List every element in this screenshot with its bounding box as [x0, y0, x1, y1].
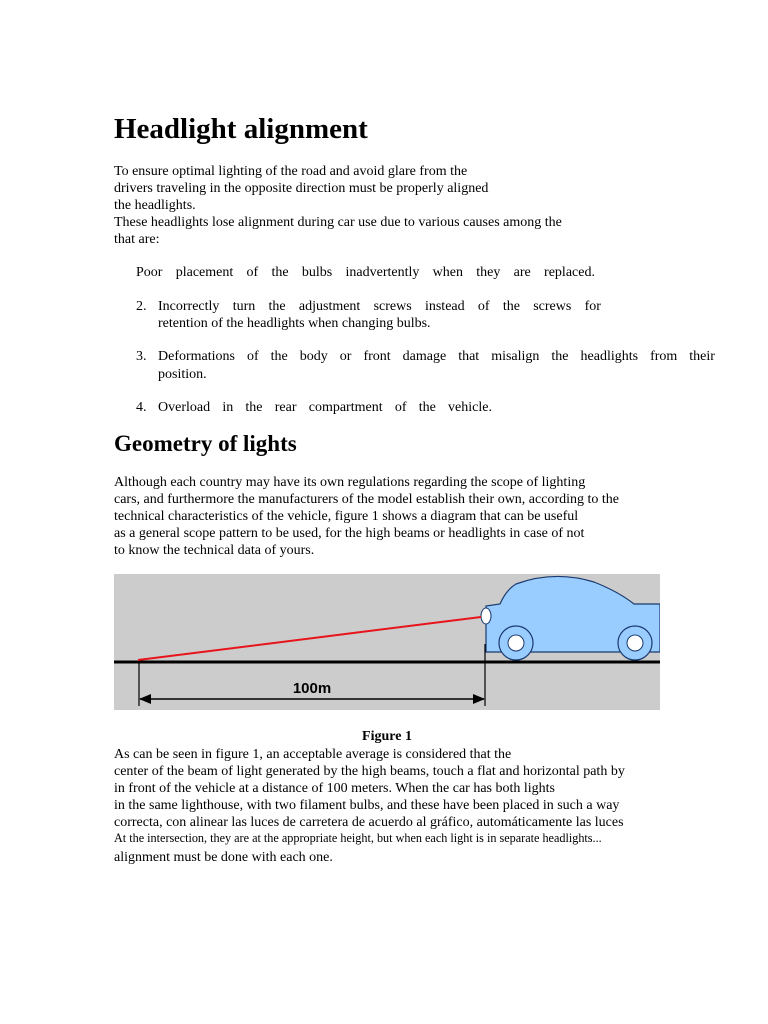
list-item-word: screws [373, 299, 412, 314]
list-item-word: inadvertently [345, 265, 420, 280]
list-item [158, 348, 715, 365]
list-item [136, 264, 595, 281]
list-item-word: Poor [136, 265, 163, 280]
list-item-word: their [689, 349, 715, 364]
list-item-word: adjustment [298, 299, 361, 314]
list-item [158, 298, 601, 315]
list-item-word: the [268, 299, 286, 314]
list-item-word: when [432, 265, 463, 280]
list-item-word: misalign [491, 349, 540, 364]
list-item-word: placement [175, 265, 234, 280]
list-item-number: 2. [136, 299, 147, 314]
paragraph-line: in front of the vehicle at a distance of 100 meters. When the car has both lights [114, 781, 555, 796]
distance-label: 100m [292, 680, 332, 697]
arrow-right-icon [473, 694, 485, 704]
paragraph-line: As can be seen in figure 1, an acceptable average is considered that the [114, 747, 512, 762]
list-item-word: of [246, 265, 259, 280]
intro-line: drivers traveling in the opposite direction must be properly aligned [114, 181, 489, 196]
list-item-word: vehicle. [448, 400, 492, 415]
paragraph-line: as a general scope pattern to be used, for the high beams or headlights in case of not [114, 526, 585, 541]
list-item-word: compartment [308, 400, 383, 415]
list-item-word: screws [533, 299, 572, 314]
list-item-word: they [476, 265, 501, 280]
list-item-word: headlights [580, 349, 639, 364]
list-item-continuation: retention of the headlights when changing bulbs. [158, 316, 431, 331]
paragraph-line: technical characteristics of the vehicle, figure 1 shows a diagram that can be useful [114, 509, 579, 524]
list-item-word: are [513, 265, 531, 280]
list-item-word: body [299, 349, 328, 364]
list-item-word: that [458, 349, 480, 364]
list-item-number: 4. [136, 400, 147, 415]
paragraph-line: correcta, con alinear las luces de carretera de acuerdo al gráfico, automáticamente las luces [114, 815, 624, 830]
list-item-word: in [222, 400, 234, 415]
list-item-word: turn [232, 299, 256, 314]
list-item-word: Deformations [158, 349, 235, 364]
list-item-number: 3. [136, 349, 147, 364]
paragraph-line: center of the beam of light generated by the high beams, touch a flat and horizontal path by [114, 764, 625, 779]
front-hubcap [508, 635, 524, 651]
list-item-word: bulbs [301, 265, 333, 280]
paragraph-line: alignment must be done with each one. [114, 850, 333, 865]
list-item-word: the [502, 299, 520, 314]
list-item-word: from [650, 349, 678, 364]
list-item-word: instead [424, 299, 465, 314]
list-item-word: the [271, 265, 289, 280]
list-item-continuation: position. [158, 367, 207, 382]
list-item-word: the [551, 349, 569, 364]
rear-hubcap [627, 635, 643, 651]
paragraph-line: in the same lighthouse, with two filament bulbs, and these have been placed in such a way [114, 798, 620, 813]
list-item-word: for [584, 299, 601, 314]
list-item-word: Overload [158, 400, 211, 415]
list-item-word: the [418, 400, 436, 415]
paragraph-line: Although each country may have its own regulations regarding the scope of lighting [114, 475, 586, 490]
list-item-word: the [270, 349, 288, 364]
light-beam [138, 617, 481, 660]
list-item-word: replaced. [544, 265, 595, 280]
paragraph-line: cars, and furthermore the manufacturers of the model establish their own, according to the [114, 492, 619, 507]
list-item-word: of [394, 400, 407, 415]
arrow-left-icon [139, 694, 151, 704]
list-item-word: damage [402, 349, 447, 364]
figure-caption: Figure 1 [362, 729, 412, 744]
intro-line: that are: [114, 232, 160, 247]
list-item-word: the [245, 400, 263, 415]
headlight-icon [481, 608, 491, 624]
list-item-word: front [363, 349, 391, 364]
paragraph-line: At the intersection, they are at the appropriate height, but when each light is in separate headlights... [114, 831, 602, 845]
page-title: Headlight alignment [114, 113, 368, 145]
paragraph-line: to know the technical data of yours. [114, 543, 315, 558]
list-item [158, 399, 492, 416]
intro-line: To ensure optimal lighting of the road and avoid glare from the [114, 164, 468, 179]
list-item-word: of [246, 349, 259, 364]
list-item-word: Incorrectly [158, 299, 220, 314]
headlight-diagram [114, 574, 660, 710]
list-item-word: of [477, 299, 490, 314]
list-item-word: rear [274, 400, 297, 415]
section-heading: Geometry of lights [114, 431, 297, 456]
intro-line: the headlights. [114, 198, 196, 213]
list-item-word: or [339, 349, 352, 364]
intro-line: These headlights lose alignment during car use due to various causes among the [114, 215, 562, 230]
diagram-svg [114, 574, 660, 710]
